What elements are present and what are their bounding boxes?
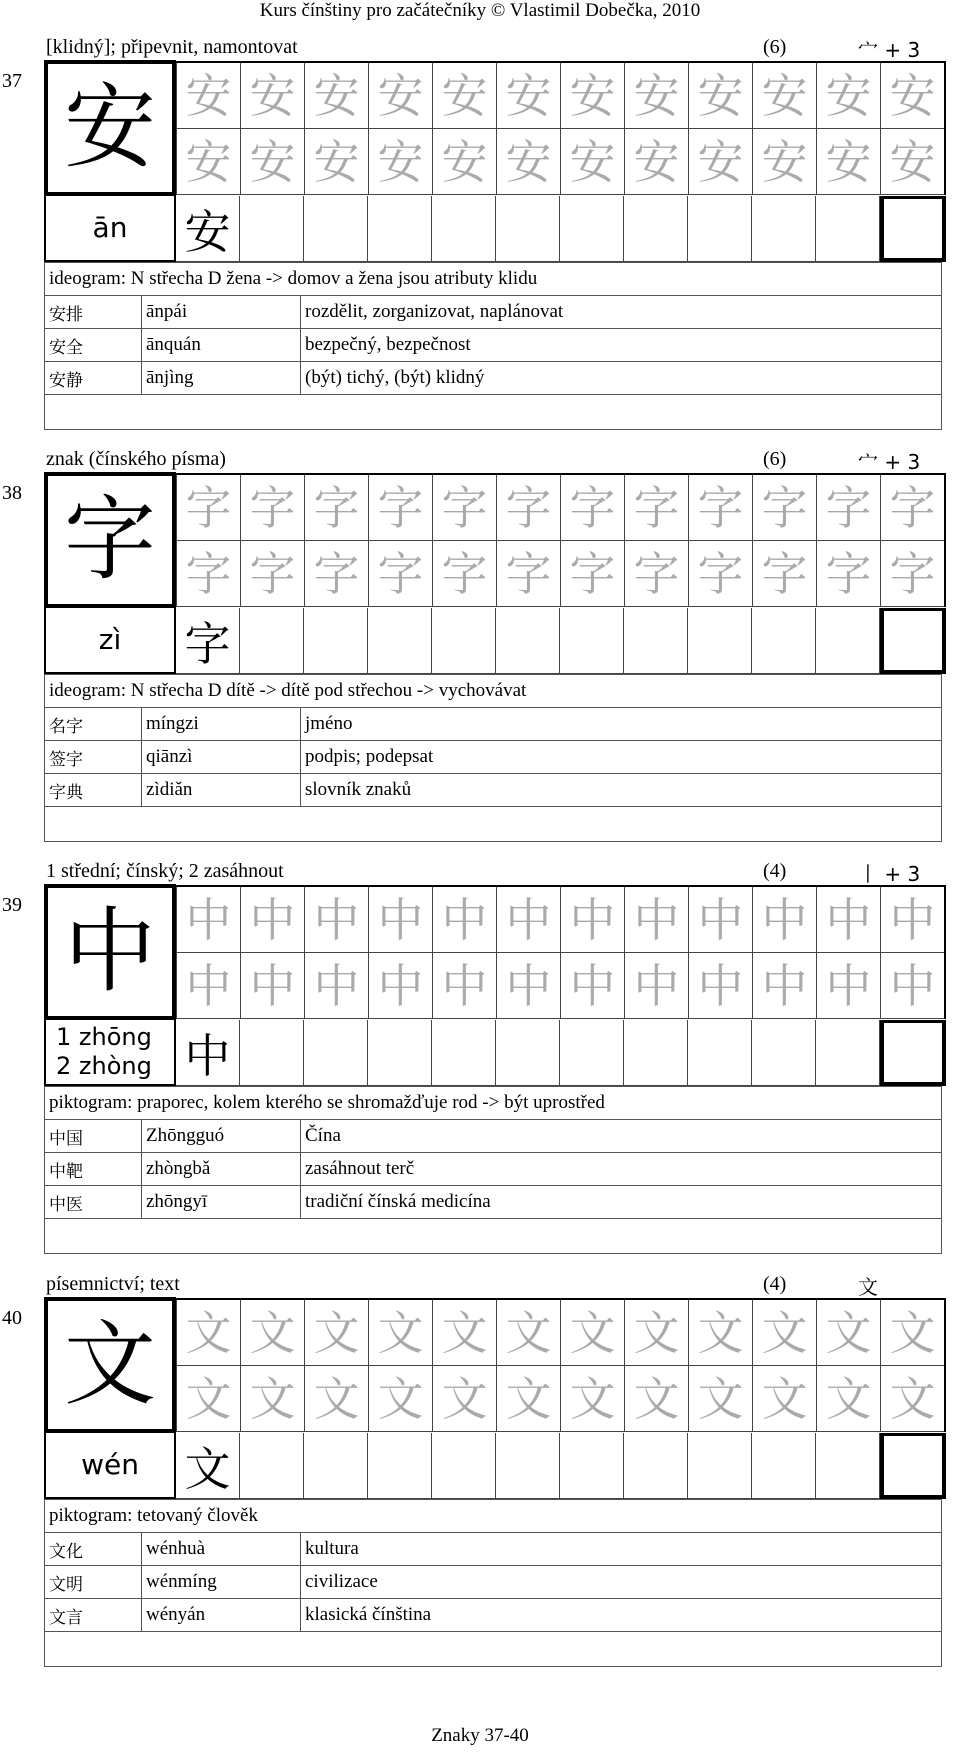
word-hanzi: 名字 — [45, 708, 142, 741]
vocabulary-row — [45, 1186, 942, 1219]
word-hanzi: 中医 — [45, 1186, 142, 1219]
word-hanzi: 文明 — [45, 1566, 142, 1599]
empty-writing-cell[interactable] — [752, 608, 816, 674]
trace-character: 中 — [369, 953, 433, 1019]
empty-writing-cell[interactable] — [816, 608, 880, 674]
trace-character: 文 — [817, 1299, 881, 1366]
word-meaning: klasická čínština — [301, 1599, 942, 1632]
empty-writing-cell[interactable] — [624, 1433, 688, 1499]
trace-character: 中 — [881, 953, 946, 1019]
trace-character: 字 — [625, 541, 689, 607]
vocabulary-row — [45, 1120, 942, 1153]
trace-character: 字 — [689, 541, 753, 607]
main-character-box — [44, 60, 176, 196]
trace-character: 字 — [497, 541, 561, 607]
empty-writing-cell[interactable] — [880, 1433, 946, 1499]
word-pinyin: qiānzì — [142, 741, 301, 774]
word-pinyin: wénmíng — [142, 1566, 301, 1599]
trace-character: 安 — [433, 129, 497, 195]
trace-character: 文 — [625, 1366, 689, 1432]
trace-character: 中 — [305, 886, 369, 953]
empty-writing-cell[interactable] — [304, 1020, 368, 1086]
trace-character: 字 — [177, 474, 241, 541]
trace-character: 文 — [433, 1299, 497, 1366]
trace-character: 文 — [689, 1299, 753, 1366]
blank-row — [45, 395, 942, 430]
word-meaning: bezpečný, bezpečnost — [301, 329, 942, 362]
trace-character: 安 — [497, 62, 561, 129]
stroke-count: (4) — [763, 1273, 787, 1295]
word-meaning: rozdělit, zorganizovat, naplánovat — [301, 296, 942, 329]
trace-character: 安 — [817, 62, 881, 129]
model-character: 文 — [176, 1433, 240, 1499]
trace-character: 安 — [177, 129, 241, 195]
word-pinyin: zìdiǎn — [142, 774, 301, 807]
empty-writing-cell[interactable] — [496, 608, 560, 674]
trace-character: 字 — [177, 541, 241, 607]
word-pinyin: wényán — [142, 1599, 301, 1632]
entry-number: 39 — [2, 894, 22, 916]
trace-character: 文 — [433, 1366, 497, 1432]
trace-character: 安 — [881, 62, 946, 129]
writing-row — [44, 608, 946, 674]
empty-writing-cell[interactable] — [624, 1020, 688, 1086]
empty-writing-cell[interactable] — [432, 1433, 496, 1499]
empty-writing-cell[interactable] — [240, 1433, 304, 1499]
empty-writing-cell[interactable] — [688, 196, 752, 262]
trace-character: 安 — [369, 129, 433, 195]
trace-character: 中 — [689, 953, 753, 1019]
vocabulary-row — [45, 329, 942, 362]
empty-writing-cell[interactable] — [560, 1433, 624, 1499]
word-meaning: civilizace — [301, 1566, 942, 1599]
empty-writing-cell[interactable] — [816, 1020, 880, 1086]
trace-character: 中 — [177, 886, 241, 953]
stroke-count: (4) — [763, 860, 787, 882]
word-meaning: (být) tichý, (být) klidný — [301, 362, 942, 395]
word-pinyin: wénhuà — [142, 1533, 301, 1566]
entry-meaning: [klidný]; připevnit, namontovat — [46, 36, 298, 58]
word-pinyin: ānjìng — [142, 362, 301, 395]
trace-character: 安 — [817, 129, 881, 195]
word-hanzi: 安全 — [45, 329, 142, 362]
word-meaning: jméno — [301, 708, 942, 741]
word-hanzi: 字典 — [45, 774, 142, 807]
empty-writing-cell[interactable] — [880, 608, 946, 674]
model-character: 中 — [176, 1020, 240, 1086]
blank-cell — [45, 807, 942, 842]
empty-writing-cell[interactable] — [432, 196, 496, 262]
trace-character: 字 — [497, 474, 561, 541]
writing-cells — [176, 1020, 946, 1086]
trace-character: 字 — [881, 541, 946, 607]
stroke-count: (6) — [763, 36, 787, 58]
trace-character: 文 — [689, 1366, 753, 1432]
trace-character: 安 — [689, 62, 753, 129]
empty-writing-cell[interactable] — [560, 608, 624, 674]
radical-info: 丨 + 3 — [858, 862, 921, 886]
practice-grid — [176, 473, 946, 607]
etymology-text: piktogram: tetovaný člověk — [45, 1500, 942, 1533]
model-character: 安 — [176, 196, 240, 262]
empty-writing-cell[interactable] — [496, 196, 560, 262]
trace-character: 中 — [497, 953, 561, 1019]
vocabulary-row — [45, 1566, 942, 1599]
word-hanzi: 签字 — [45, 741, 142, 774]
trace-character: 字 — [433, 474, 497, 541]
trace-character: 文 — [881, 1366, 946, 1432]
trace-character: 安 — [753, 129, 817, 195]
word-pinyin: míngzi — [142, 708, 301, 741]
trace-character: 文 — [561, 1299, 625, 1366]
trace-character: 中 — [369, 886, 433, 953]
empty-writing-cell[interactable] — [688, 1020, 752, 1086]
empty-writing-cell[interactable] — [368, 608, 432, 674]
trace-character: 文 — [881, 1299, 946, 1366]
pinyin-box — [44, 608, 176, 674]
main-character: 安 — [63, 74, 156, 181]
vocabulary-row — [45, 1533, 942, 1566]
pinyin-reading: zì — [98, 623, 122, 657]
page-footer: Znaky 37-40 — [431, 1725, 529, 1746]
trace-character: 安 — [625, 62, 689, 129]
etymology-text: ideogram: N střecha D dítě -> dítě pod střechou -> vychovávat — [45, 675, 942, 708]
etymology-text: piktogram: praporec, kolem kterého se shromažďuje rod -> být uprostřed — [45, 1087, 942, 1120]
trace-character: 中 — [753, 953, 817, 1019]
model-character: 字 — [176, 608, 240, 674]
entry-meaning: písemnictví; text — [46, 1273, 180, 1295]
empty-writing-cell[interactable] — [816, 1433, 880, 1499]
main-character: 中 — [63, 898, 156, 1005]
writing-row — [44, 1433, 946, 1499]
writing-row — [44, 196, 946, 262]
vocabulary-row — [45, 708, 942, 741]
word-pinyin: zhōngyī — [142, 1186, 301, 1219]
trace-character: 中 — [561, 953, 625, 1019]
trace-character: 中 — [817, 886, 881, 953]
trace-character: 安 — [561, 62, 625, 129]
entry-number: 40 — [2, 1307, 22, 1329]
etymology-text: ideogram: N střecha D žena -> domov a žena jsou atributy klidu — [45, 263, 942, 296]
trace-character: 字 — [689, 474, 753, 541]
vocabulary-row — [45, 774, 942, 807]
trace-character: 安 — [305, 62, 369, 129]
main-character-box — [44, 884, 176, 1020]
vocabulary-table — [44, 1499, 942, 1667]
trace-character: 字 — [625, 474, 689, 541]
pinyin-box — [44, 1020, 176, 1086]
trace-character: 字 — [753, 474, 817, 541]
empty-writing-cell[interactable] — [752, 1020, 816, 1086]
trace-character: 中 — [433, 886, 497, 953]
radical-info: 宀 + 3 — [858, 38, 921, 62]
practice-grid — [176, 885, 946, 1019]
empty-writing-cell[interactable] — [432, 608, 496, 674]
blank-cell — [45, 1632, 942, 1667]
word-pinyin: zhòngbǎ — [142, 1153, 301, 1186]
empty-writing-cell[interactable] — [368, 1433, 432, 1499]
empty-writing-cell[interactable] — [368, 1020, 432, 1086]
trace-character: 字 — [241, 474, 305, 541]
word-meaning: slovník znaků — [301, 774, 942, 807]
main-character-box — [44, 472, 176, 608]
radical-info: 文 — [858, 1275, 878, 1299]
trace-character: 安 — [433, 62, 497, 129]
vocabulary-row — [45, 362, 942, 395]
entry-meaning: 1 střední; čínský; 2 zasáhnout — [46, 860, 284, 882]
trace-character: 安 — [497, 129, 561, 195]
trace-character: 中 — [625, 953, 689, 1019]
trace-character: 字 — [241, 541, 305, 607]
empty-writing-cell[interactable] — [240, 608, 304, 674]
word-meaning: podpis; podepsat — [301, 741, 942, 774]
pinyin-reading: 2 zhòng — [56, 1052, 152, 1080]
pinyin-box — [44, 196, 176, 262]
vocabulary-row — [45, 741, 942, 774]
trace-character: 中 — [497, 886, 561, 953]
word-hanzi: 中靶 — [45, 1153, 142, 1186]
entry-number: 38 — [2, 482, 22, 504]
word-meaning: tradiční čínská medicína — [301, 1186, 942, 1219]
trace-character: 文 — [625, 1299, 689, 1366]
empty-writing-cell[interactable] — [496, 1433, 560, 1499]
trace-character: 文 — [369, 1366, 433, 1432]
empty-writing-cell[interactable] — [880, 1020, 946, 1086]
trace-character: 文 — [753, 1366, 817, 1432]
trace-character: 中 — [241, 953, 305, 1019]
trace-character: 字 — [561, 541, 625, 607]
empty-writing-cell[interactable] — [688, 608, 752, 674]
trace-character: 文 — [369, 1299, 433, 1366]
trace-character: 字 — [561, 474, 625, 541]
character-entry — [0, 448, 960, 853]
trace-character: 字 — [433, 541, 497, 607]
trace-character: 文 — [305, 1366, 369, 1432]
trace-character: 字 — [881, 474, 946, 541]
empty-writing-cell[interactable] — [304, 196, 368, 262]
word-pinyin: Zhōngguó — [142, 1120, 301, 1153]
word-hanzi: 文化 — [45, 1533, 142, 1566]
trace-character: 安 — [369, 62, 433, 129]
trace-character: 中 — [753, 886, 817, 953]
trace-character: 文 — [497, 1299, 561, 1366]
page-header: Kurs čínštiny pro začátečníky © Vlastimil Dobečka, 2010 — [259, 0, 701, 21]
trace-character: 文 — [241, 1299, 305, 1366]
trace-character: 安 — [241, 129, 305, 195]
vocabulary-row — [45, 1599, 942, 1632]
character-entry — [0, 1273, 960, 1678]
word-hanzi: 中国 — [45, 1120, 142, 1153]
empty-writing-cell[interactable] — [880, 196, 946, 262]
trace-character: 安 — [241, 62, 305, 129]
trace-character: 安 — [689, 129, 753, 195]
vocabulary-table — [44, 262, 942, 430]
trace-character: 中 — [817, 953, 881, 1019]
pinyin-reading: ān — [92, 211, 128, 245]
trace-character: 字 — [369, 541, 433, 607]
word-meaning: kultura — [301, 1533, 942, 1566]
vocabulary-table — [44, 674, 942, 842]
trace-character: 中 — [881, 886, 946, 953]
trace-character: 文 — [753, 1299, 817, 1366]
trace-character: 文 — [305, 1299, 369, 1366]
main-character-box — [44, 1297, 176, 1433]
empty-writing-cell[interactable] — [304, 608, 368, 674]
trace-character: 中 — [625, 886, 689, 953]
trace-character: 字 — [305, 541, 369, 607]
pinyin-reading: wén — [81, 1448, 139, 1482]
trace-character: 字 — [369, 474, 433, 541]
word-meaning: zasáhnout terč — [301, 1153, 942, 1186]
writing-cells — [176, 1433, 946, 1499]
practice-grid — [176, 1298, 946, 1432]
trace-character: 文 — [241, 1366, 305, 1432]
word-meaning: Čína — [301, 1120, 942, 1153]
empty-writing-cell[interactable] — [496, 1020, 560, 1086]
trace-character: 中 — [561, 886, 625, 953]
writing-cells — [176, 608, 946, 674]
pinyin-reading: 1 zhōng — [56, 1023, 152, 1052]
writing-row — [44, 1020, 946, 1086]
trace-character: 文 — [561, 1366, 625, 1432]
trace-character: 文 — [817, 1366, 881, 1432]
pinyin-box — [44, 1433, 176, 1499]
writing-cells — [176, 196, 946, 262]
trace-character: 中 — [433, 953, 497, 1019]
trace-character: 安 — [753, 62, 817, 129]
empty-writing-cell[interactable] — [560, 1020, 624, 1086]
blank-row — [45, 1219, 942, 1254]
trace-character: 安 — [881, 129, 946, 195]
trace-character: 中 — [689, 886, 753, 953]
word-hanzi: 安静 — [45, 362, 142, 395]
trace-character: 安 — [561, 129, 625, 195]
trace-character: 文 — [497, 1366, 561, 1432]
word-hanzi: 安排 — [45, 296, 142, 329]
empty-writing-cell[interactable] — [240, 1020, 304, 1086]
blank-row — [45, 807, 942, 842]
word-pinyin: ānpái — [142, 296, 301, 329]
trace-character: 文 — [177, 1299, 241, 1366]
vocabulary-table — [44, 1086, 942, 1254]
trace-character: 安 — [625, 129, 689, 195]
radical-info: 宀 + 3 — [858, 450, 921, 474]
empty-writing-cell[interactable] — [816, 196, 880, 262]
vocabulary-row — [45, 296, 942, 329]
trace-character: 文 — [177, 1366, 241, 1432]
trace-character: 中 — [177, 953, 241, 1019]
character-entry — [0, 860, 960, 1265]
empty-writing-cell[interactable] — [432, 1020, 496, 1086]
trace-character: 字 — [305, 474, 369, 541]
empty-writing-cell[interactable] — [688, 1433, 752, 1499]
empty-writing-cell[interactable] — [240, 196, 304, 262]
empty-writing-cell[interactable] — [624, 608, 688, 674]
entry-meaning: znak (čínského písma) — [46, 448, 226, 470]
empty-writing-cell[interactable] — [560, 196, 624, 262]
word-pinyin: ānquán — [142, 329, 301, 362]
word-hanzi: 文言 — [45, 1599, 142, 1632]
blank-cell — [45, 395, 942, 430]
empty-writing-cell[interactable] — [304, 1433, 368, 1499]
empty-writing-cell[interactable] — [752, 196, 816, 262]
trace-character: 中 — [305, 953, 369, 1019]
trace-character: 安 — [305, 129, 369, 195]
trace-character: 安 — [177, 62, 241, 129]
practice-grid — [176, 61, 946, 195]
blank-cell — [45, 1219, 942, 1254]
entry-number: 37 — [2, 70, 22, 92]
main-character: 文 — [63, 1311, 156, 1418]
empty-writing-cell[interactable] — [624, 196, 688, 262]
trace-character: 字 — [753, 541, 817, 607]
empty-writing-cell[interactable] — [368, 196, 432, 262]
blank-row — [45, 1632, 942, 1667]
trace-character: 中 — [241, 886, 305, 953]
empty-writing-cell[interactable] — [752, 1433, 816, 1499]
main-character: 字 — [63, 486, 156, 593]
trace-character: 字 — [817, 474, 881, 541]
vocabulary-row — [45, 1153, 942, 1186]
trace-character: 字 — [817, 541, 881, 607]
stroke-count: (6) — [763, 448, 787, 470]
character-entry — [0, 36, 960, 441]
